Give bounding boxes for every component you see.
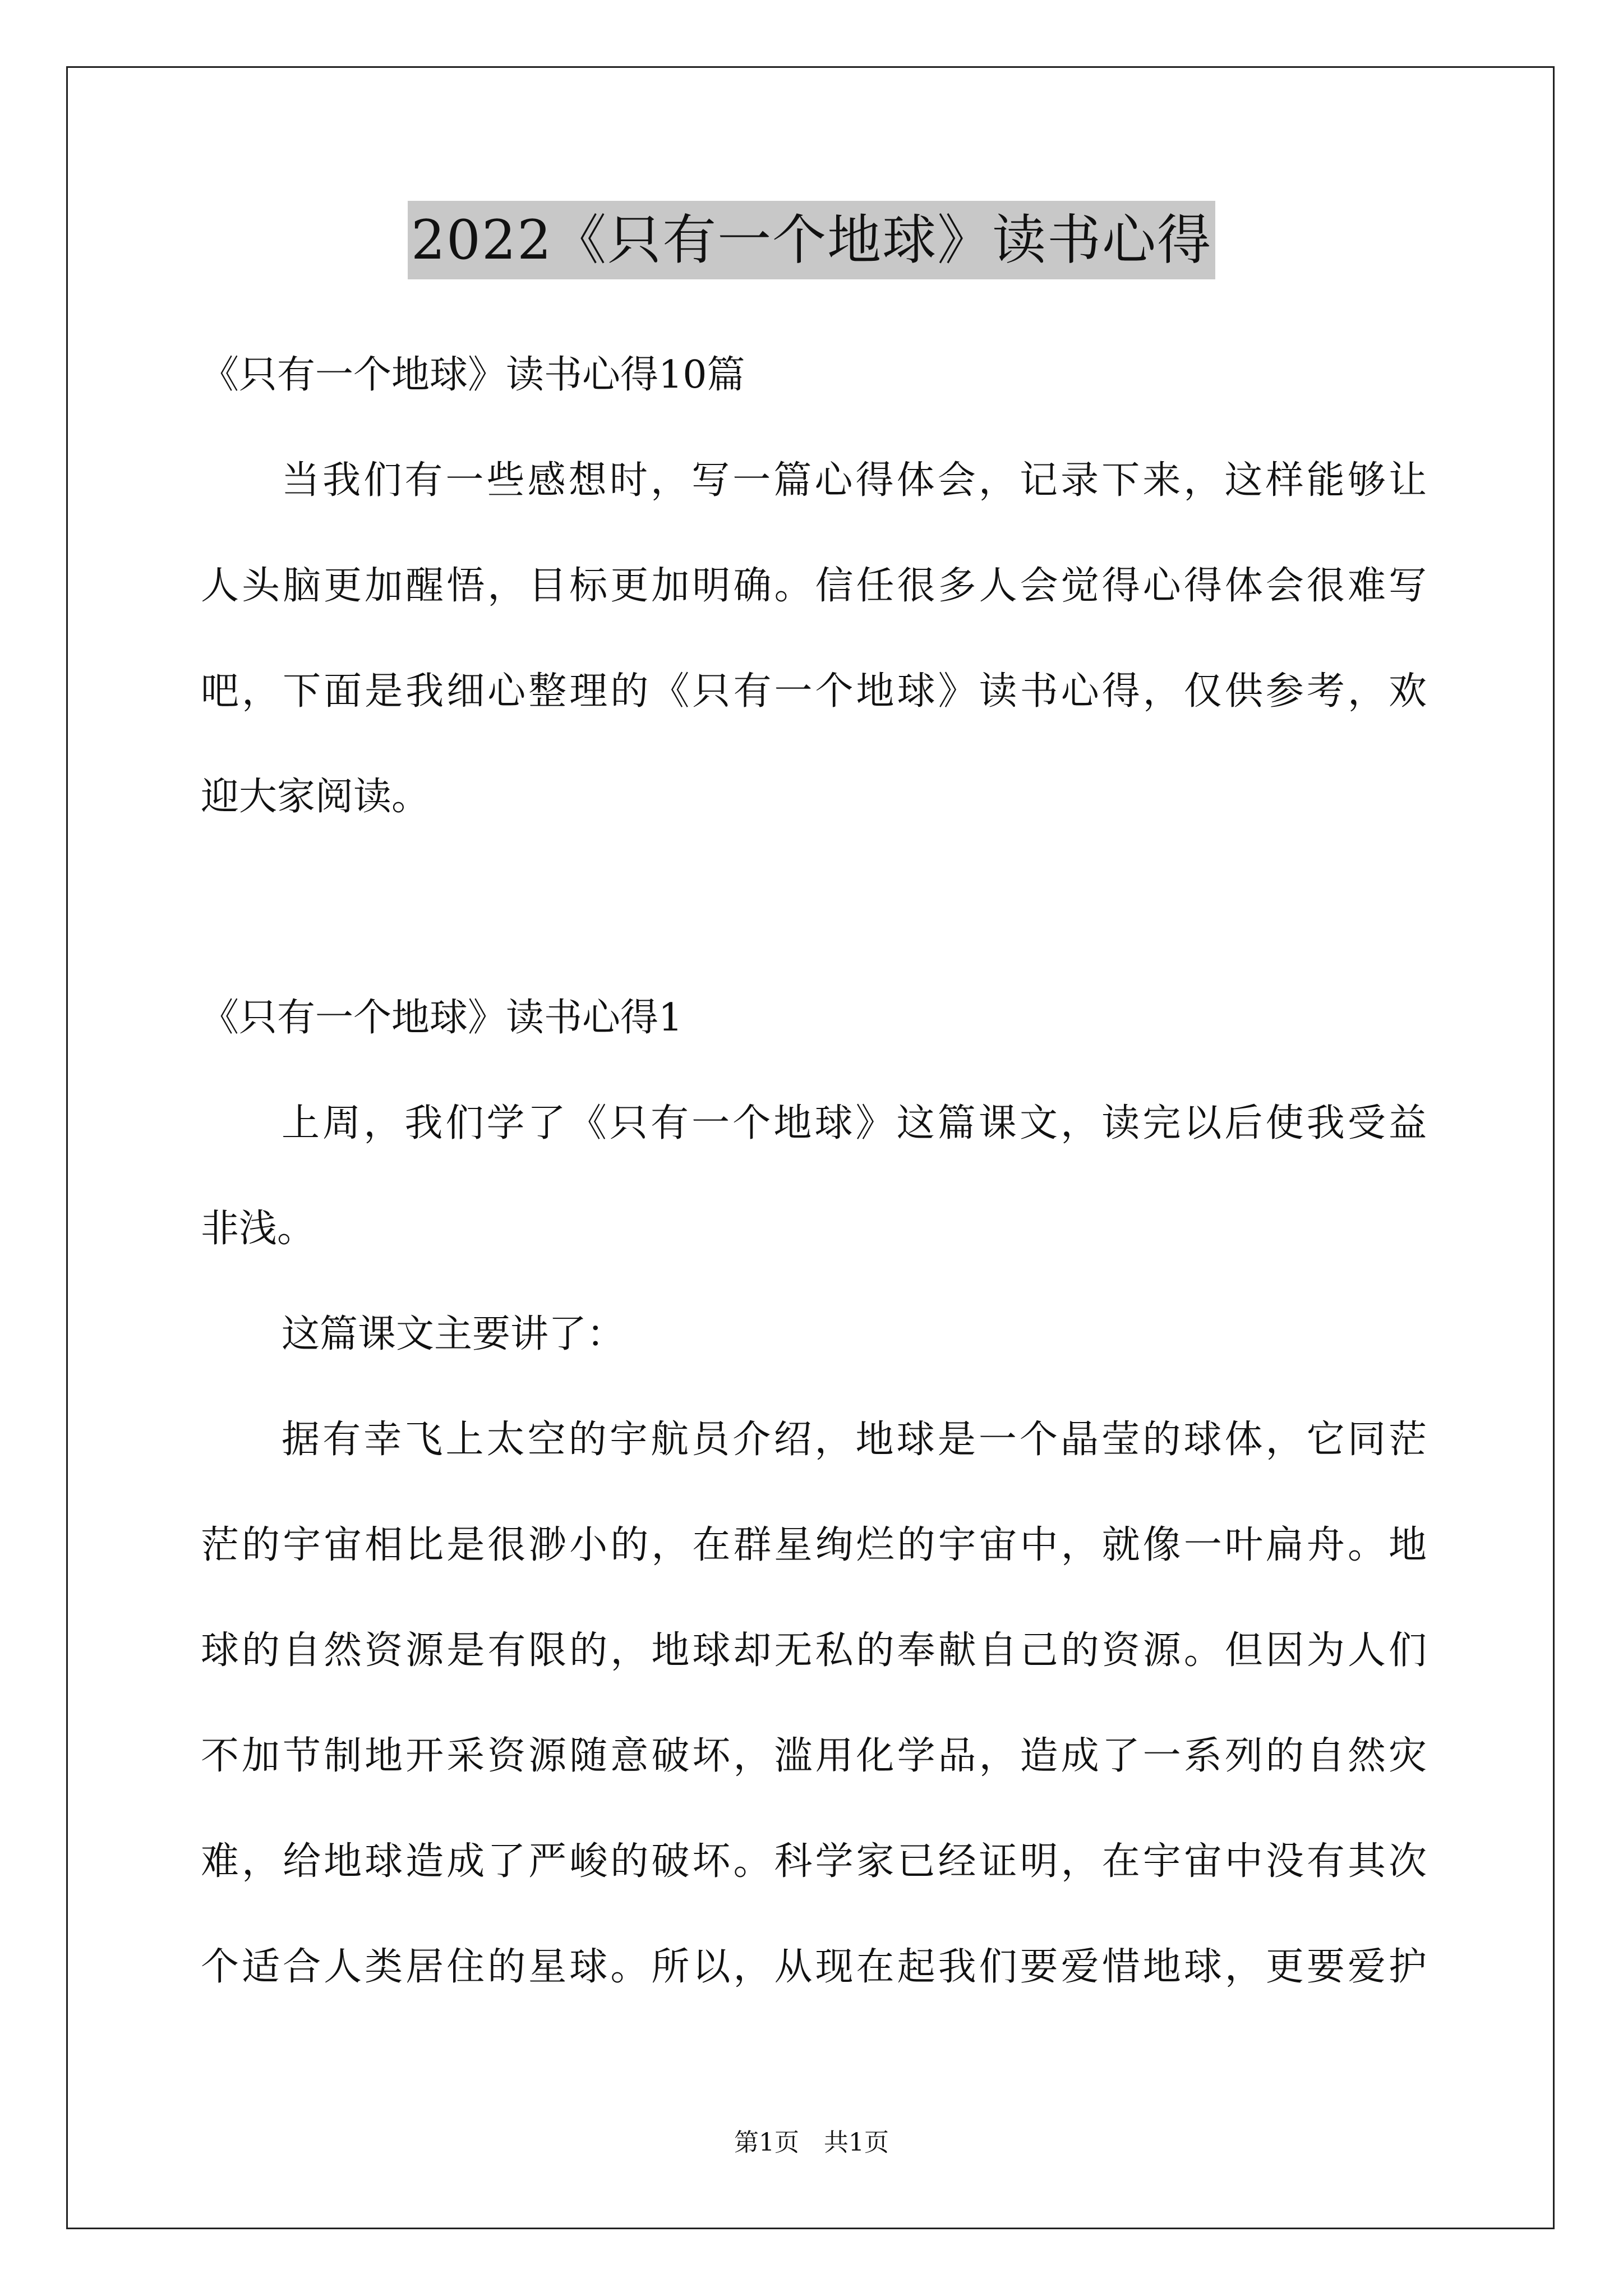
para3-line-6: 个适合人类居住的星球。所以，从现在起我们要爱惜地球，更要爱护 (201, 1945, 1427, 1989)
para3-line-4: 不加节制地开采资源随意破坏，滥用化学品，造成了一系列的自然灾 (201, 1734, 1427, 1778)
intro-line-1: 当我们有一些感想时，写一篇心得体会，记录下来，这样能够让 (282, 458, 1427, 503)
para3-line-5: 难，给地球造成了严峻的破坏。科学家已经证明，在宇宙中没有其次 (201, 1839, 1427, 1884)
subtitle: 《只有一个地球》读书心得10篇 (201, 353, 745, 397)
intro-line-3: 吧，下面是我细心整理的《只有一个地球》读书心得，仅供参考，欢 (201, 669, 1427, 714)
para3-line-1: 据有幸飞上太空的宇航员介绍，地球是一个晶莹的球体，它同茫 (282, 1418, 1427, 1462)
para3-line-3: 球的自然资源是有限的，地球却无私的奉献自己的资源。但因为人们 (201, 1628, 1427, 1673)
para3-line-2: 茫的宇宙相比是很渺小的，在群星绚烂的宇宙中，就像一叶扁舟。地 (201, 1523, 1427, 1567)
intro-line-4: 迎大家阅读。 (201, 775, 430, 819)
para1-line-2: 非浅。 (201, 1207, 316, 1251)
para1-line-1: 上周，我们学了《只有一个地球》这篇课文，读完以后使我受益 (282, 1101, 1427, 1145)
title-wrap (0, 201, 1623, 279)
para2-line-1: 这篇课文主要讲了： (282, 1312, 625, 1356)
document-title: 2022《只有一个地球》读书心得 (408, 201, 1215, 279)
intro-line-2: 人头脑更加醒悟，目标更加明确。信任很多人会觉得心得体会很难写 (201, 564, 1427, 608)
section-heading: 《只有一个地球》读书心得1 (201, 996, 683, 1040)
page-footer: 第1页 共1页 (734, 2128, 889, 2157)
